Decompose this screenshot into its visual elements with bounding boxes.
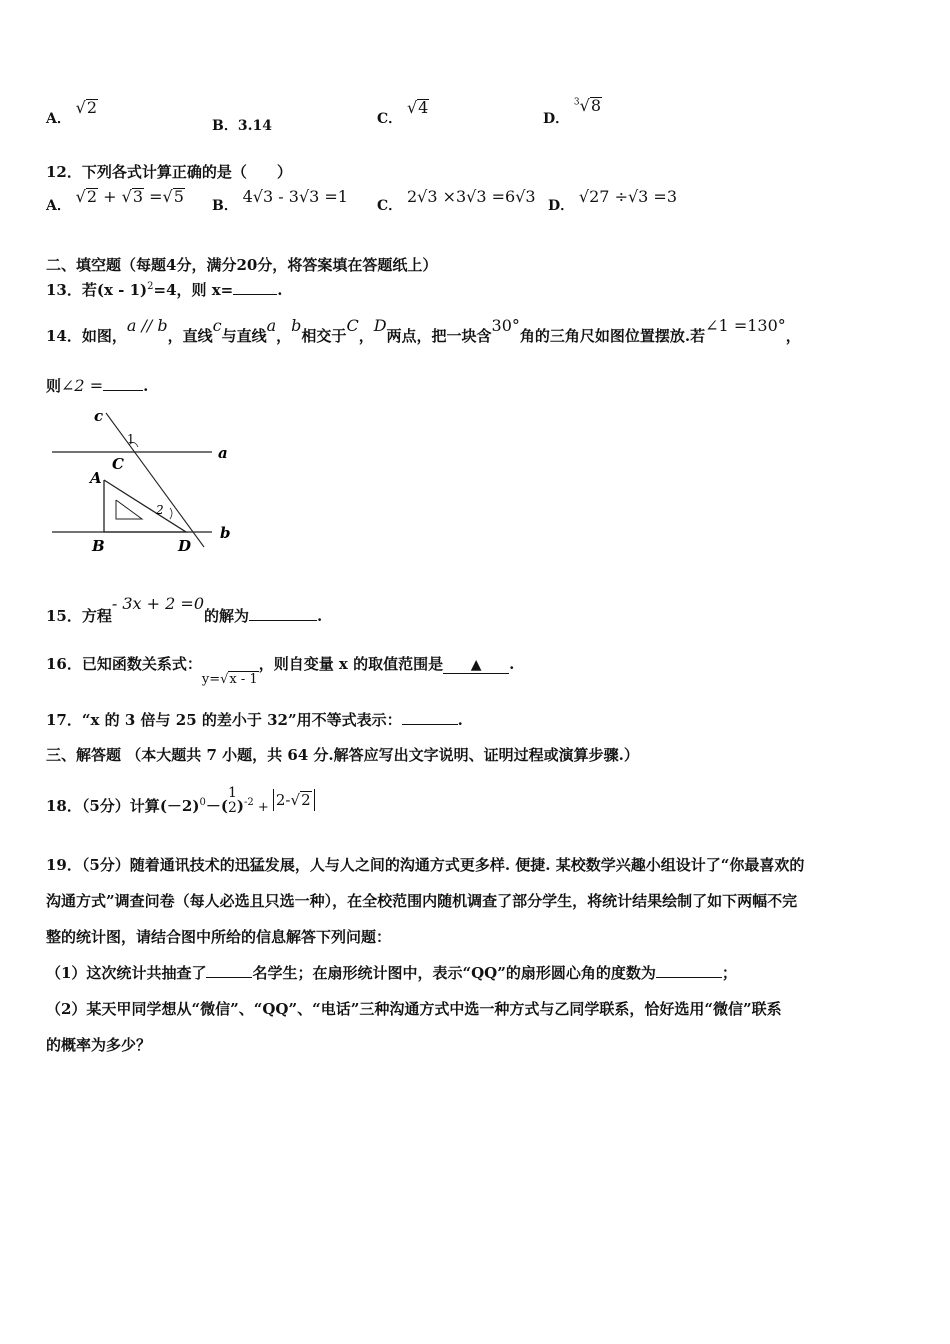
line-c xyxy=(106,413,204,547)
q19-sub1: （1）这次统计共抽查了 名学生；在扇形统计图中，表示“QQ”的扇形圆心角的度数为 ； xyxy=(46,964,737,982)
q12-option-d: D． √27 ÷√3 =3 xyxy=(548,187,678,214)
label-A: A xyxy=(90,469,102,487)
section-3-heading: 三、解答题 （本大题共 7 小题，共 64 分.解答应写出文字说明、证明过程或演算步骤.） xyxy=(46,746,639,764)
q19-line1: 19．（5分）随着通讯技术的迅猛发展，人与人之间的沟通方式更多样. 便捷. 某校数学兴趣小组设计了“你最喜欢的 xyxy=(46,856,805,874)
label-c: c xyxy=(94,407,104,425)
answer-blank xyxy=(402,724,458,725)
q19-sub2-line2: 的概率为多少？ xyxy=(46,1036,152,1054)
q15: 15．方程- 3x + 2 =0的解为 . xyxy=(46,594,323,625)
q14-line1: 14．如图，a // b，直线c与直线a，b相交于C，D两点，把一块含30°角的三角尺如图位置摆放.若∠1 =130°， xyxy=(46,316,801,345)
cube-root-expression: $^3$√8 xyxy=(573,96,602,115)
q11-option-c: C． √4 xyxy=(377,98,429,127)
answer-blank xyxy=(233,294,277,295)
q19-line2: 沟通方式”调查问卷（每人必选且只选一种），在全校范围内随机调查了部分学生，将统计结果绘制了如下两幅不完 xyxy=(46,892,798,910)
label-B: B xyxy=(92,537,105,555)
label-b: b xyxy=(220,524,231,542)
q14-line2: 则∠2 = . xyxy=(46,376,149,395)
section-2-heading: 二、填空题（每题4分，满分20分，将答案填在答题纸上） xyxy=(46,256,438,274)
absolute-value: 2-√2 xyxy=(273,789,315,811)
q11-option-b: B．3.14 xyxy=(212,118,272,134)
parallel-lines-figure xyxy=(46,405,246,560)
sqrt-expression: √2 xyxy=(75,98,98,117)
answer-blank xyxy=(206,977,252,978)
q12-option-b: B． 4√3 - 3√3 =1 xyxy=(212,187,348,214)
answer-blank xyxy=(443,655,509,674)
label-C: C xyxy=(112,455,124,473)
sqrt-expression: √4 xyxy=(406,98,429,117)
label-D: D xyxy=(178,537,192,555)
q17: 17．“x 的 3 倍与 25 的差小于 32”用不等式表示： . xyxy=(46,711,463,729)
q19-sub2-line1: （2）某天甲同学想从“微信”、“QQ”、“电话”三种沟通方式中选一种方式与乙同学联系，恰好选用“微信”联系 xyxy=(46,1000,782,1018)
q19-line3: 整的统计图，请结合图中所给的信息解答下列问题： xyxy=(46,928,392,946)
q18: 18．（5分）计算$(-2)^0-$( 1 2 )$^{-2}$ + 2-√2 xyxy=(46,792,315,822)
q12-option-a: A． √2 + √3 =√5 xyxy=(46,187,184,214)
fraction: 1 2 xyxy=(227,785,237,816)
q12-option-c: C． 2√3 ×3√3 =6√3 xyxy=(377,187,536,214)
answer-blank xyxy=(249,620,317,621)
function-expression: y=√x - 1 xyxy=(201,672,258,687)
answer-blank xyxy=(103,390,143,391)
answer-blank xyxy=(656,977,722,978)
label-angle-1: 1 xyxy=(127,432,135,446)
triangle-icon: ▲ xyxy=(470,657,482,673)
triangle-inner xyxy=(116,500,142,519)
q11-option-a xyxy=(46,98,98,128)
q11-option-d: D． $^3$√8 xyxy=(543,96,602,127)
label-angle-2: 2 xyxy=(156,503,164,517)
angle-2-arc xyxy=(170,508,172,519)
q12-stem: 12．下列各式计算正确的是（ ） xyxy=(46,163,292,181)
option-label: A． xyxy=(46,111,71,127)
label-a: a xyxy=(218,444,228,462)
q13: 13．若(x - 1)$^2$=4，则 x= . xyxy=(46,281,283,299)
q16: 16．已知函数关系式：y=√x - 1，则自变量 x 的取值范围是 ▲ . xyxy=(46,655,515,687)
